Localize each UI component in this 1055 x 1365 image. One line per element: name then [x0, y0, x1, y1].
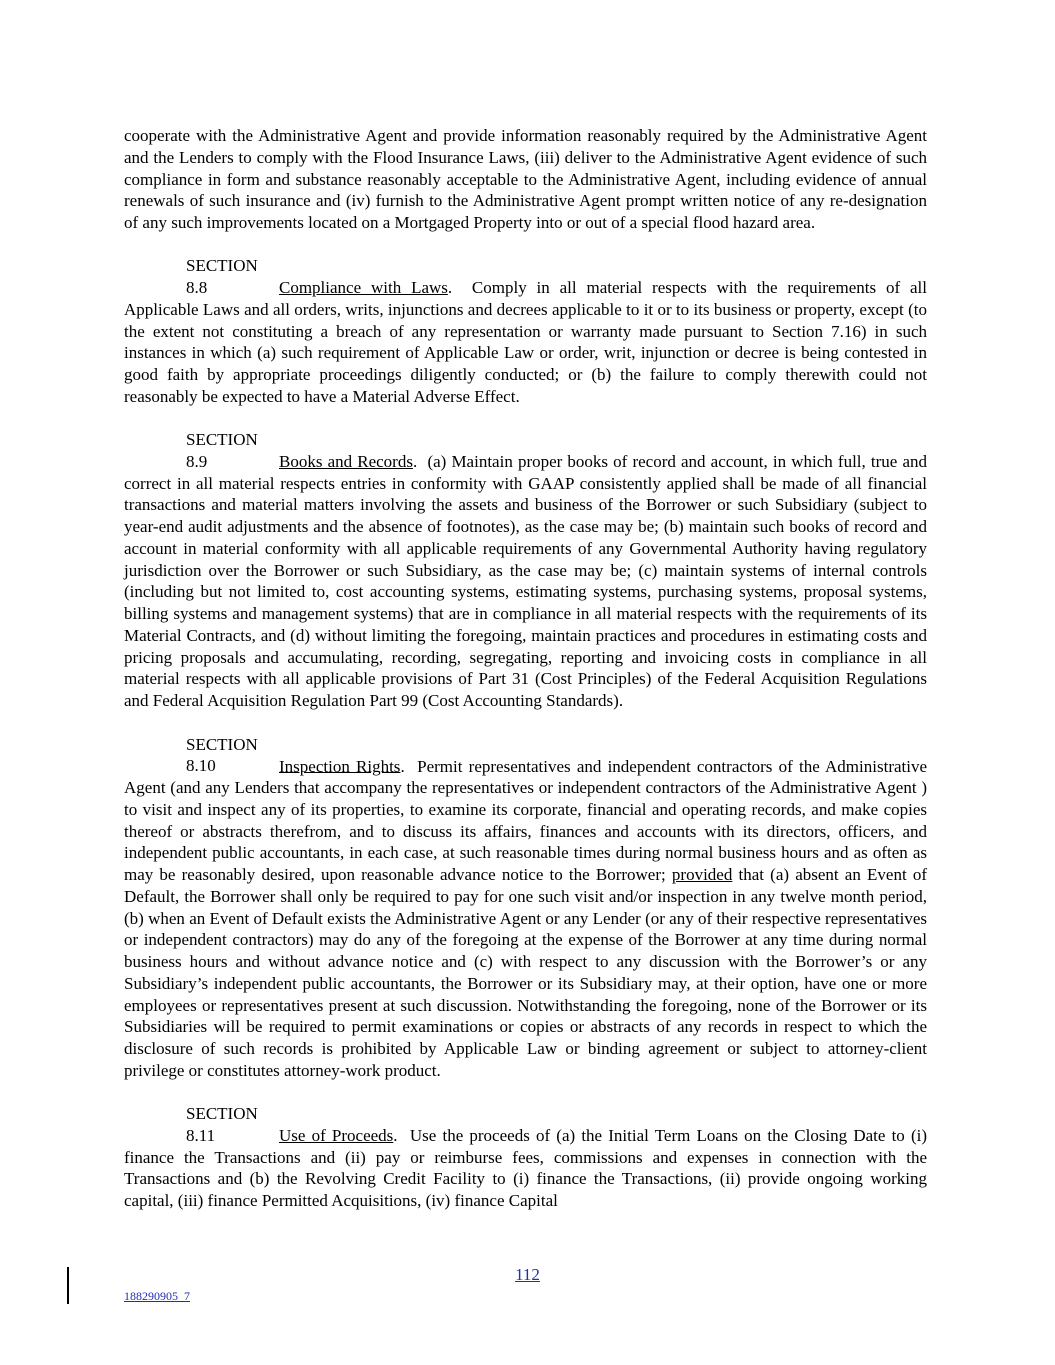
section-title: Use of Proceeds [279, 1125, 394, 1145]
section-number: SECTION 8.9 [186, 430, 258, 471]
section-title: Books and Records [279, 451, 413, 471]
section-text: Comply in all material respects with the requirements of all Applicable Laws and all orders, writs, injunctions and decrees applicable to it or to its business or property, except (to the extent not constituting a breach of any representation or warranty made pursuant to Section 7.16) in such instances in which (a) such requirement of Applicable Law or order, writ, injunction or decree is being contested in good faith by appropriate proceedings diligently conducted; or (b) the failure to comply therewith could not reasonably be expected to have a Material Adverse Effect. [124, 278, 927, 406]
page-number-text: 112 [515, 1265, 540, 1284]
section-8-9: SECTION 8.9 Books and Records. (a) Maintain proper books of record and account, in which full, true and correct in all material respects entries in conformity with GAAP consistently applied shall be made of all financial transactions and material matters involving the assets and business of the Borrower or such Subsidiary (subject to year-end audit adjustments and the absence of footnotes), as the case may be; (b) maintain such books of record and account in material conformity with all applicable requirements of any Governmental Authority having regulatory jurisdiction over the Borrower or such Subsidiary, as the case may be; (c) maintain systems of internal controls (including but not limited to, cost accounting systems, estimating systems, purchasing systems, proposal systems, billing systems and management systems) that are in compliance in all material respects with the requirements of its Material Contracts, and (d) without limiting the foregoing, maintain practices and procedures in estimating costs and pricing proposals and accumulating, recording, segregating, reporting and invoicing costs in compliance in all material respects with all applicable provisions of Part 31 (Cost Principles) of the Federal Acquisition Regulations and Federal Acquisition Regulation Part 99 (Cost Accounting Standards). [124, 430, 927, 711]
section-8-11: SECTION 8.11 Use of Proceeds. Use the proceeds of (a) the Initial Term Loans on the Closing Date to (i) finance the Transactions and (ii) pay or reimburse fees, commissions and expenses in connection with the Transactions and (b) the Revolving Credit Facility to (i) finance the Transactions, (ii) provide ongoing working capital, (iii) finance Permitted Acquisitions, (iv) finance Capital [124, 1104, 928, 1211]
section-text: Use the proceeds of (a) the Initial Term Loans on the Closing Date to (i) finance the Transactions and (ii) pay or reimburse fees, commissions and expenses in connection with the Transactions and (b) the Revolving Credit Facility to (i) finance the Transactions, (ii) provide ongoing working capital, (iii) finance Permitted Acquisitions, (iv) finance Capital [124, 1125, 928, 1211]
section-text-after: that (a) absent an Event of Default, the Borrower shall only be required to pay for one such visit and/or inspection in any twelve month period, (b) when an Event of Default exists the Administrative Agent or any Lender (or any of their respective representatives or independent contractors) may do any of the foregoing at the expense of the Borrower at any time during normal business hours and without advance notice and (c) with respect to any discussion with the Borrower’s or any Subsidiary’s independent public accountants, the Borrower or its Subsidiary may, at their option, have one or more employees or representatives present at such discussion. Notwithstanding the foregoing, none of the Borrower or its Subsidiaries will be required to permit examinations or copies or abstracts of any records in respect to which the disclosure of such records is prohibited by Applicable Law or binding agreement or subject to attorney-client privilege or constitutes attorney-work product. [124, 865, 927, 1080]
document-page [124, 125, 927, 1233]
section-number: SECTION 8.8 [186, 256, 258, 298]
section-8-8: SECTION 8.8 Compliance with Laws. Comply in all material respects with the requirements of all Applicable Laws and all orders, writs, injunctions and decrees applicable to it or to its business or property, except (to the extent not constituting a breach of any representation or warranty made pursuant to Section 7.16) in such instances in which (a) such requirement of Applicable Law or order, writ, injunction or decree is being contested in good faith by appropriate proceedings diligently conducted; or (b) the failure to comply therewith could not reasonably be expected to have a Material Adverse Effect. [124, 256, 927, 406]
section-8-10: SECTION 8.10 Inspection Rights. Permit representatives and independent contractors of the Administrative Agent (and any Lenders that accompany the representatives or independent contractors of the Administrative Agent ) to visit and inspect any of its properties, to examine its corporate, financial and operating records, and make copies thereof or abstracts therefrom, and to discuss its affairs, finances and accounts with its directors, officers, and independent public accountants, in each case, at such reasonable times during normal business hours and as often as may be reasonably desired, upon reasonable advance notice to the Borrower; provided that (a) absent an Event of Default, the Borrower shall only be required to pay for one such visit and/or inspection in any twelve month period, (b) when an Event of Default exists the Administrative Agent or any Lender (or any of their respective representatives or independent contractors) may do any of the foregoing at the expense of the Borrower at any time during normal business hours and without advance notice and (c) with respect to any discussion with the Borrower’s or any Subsidiary’s independent public accountants, the Borrower or its Subsidiary may, at their option, have one or more employees or representatives present at such discussion. Notwithstanding the foregoing, none of the Borrower or its Subsidiaries will be required to permit examinations or copies or abstracts of any records in respect to which the disclosure of such records is prohibited by Applicable Law or binding agreement or subject to attorney-client privilege or constitutes attorney-work product. [124, 734, 928, 1080]
section-number: SECTION 8.10 [186, 734, 258, 776]
section-title: Compliance with Laws [279, 278, 448, 298]
document-id: 188290905_7 [124, 1289, 190, 1303]
section-text-before: Permit representatives and independent contractors of the Administrative Agent (and any Lenders that accompany the representatives or independent contractors of the Administrative Agent ) to visit and inspect any of its properties, to examine its corporate, financial and operating records, and make copies thereof or abstracts therefrom, and to discuss its affairs, finances and accounts with its directors, officers, and independent public accountants, in each case, at such reasonable times during normal business hours and as often as may be reasonably desired, upon reasonable advance notice to the Borrower; [124, 756, 928, 885]
provided-term: provided [671, 865, 733, 885]
section-text: (a) Maintain proper books of record and account, in which full, true and correct in all material respects entries in conformity with GAAP consistently applied shall be made of all financial transactions and material matters involving the assets and business of the Borrower or such Subsidiary (subject to year-end audit adjustments and the absence of footnotes), as the case may be; (b) maintain such books of record and account in material conformity with all applicable requirements of any Governmental Authority having regulatory jurisdiction over the Borrower or such Subsidiary, as the case may be; (c) maintain systems of internal controls (including but not limited to, cost accounting systems, estimating systems, purchasing systems, proposal systems, billing systems and management systems) that are in compliance in all material respects with the requirements of its Material Contracts, and (d) without limiting the foregoing, maintain practices and procedures in estimating costs and pricing proposals and accumulating, recording, segregating, reporting and invoicing costs in compliance in all material respects with all applicable provisions of Part 31 (Cost Principles) of the Federal Acquisition Regulations and Federal Acquisition Regulation Part 99 (Cost Accounting Standards). [124, 451, 927, 711]
page-number [0, 1265, 1055, 1285]
intro-paragraph: cooperate with the Administrative Agent and provide information reasonably required by the Administrative Agent and the Lenders to comply with the Flood Insurance Laws, (iii) deliver to the Administrative Agent evidence of such compliance in form and substance reasonably acceptable to the Administrative Agent, including evidence of annual renewals of such insurance and (iv) furnish to the Administrative Agent prompt written notice of any re-designation of any such improvements located on a Mortgaged Property into or out of a special flood hazard area. [124, 126, 927, 232]
section-number: SECTION 8.11 [186, 1104, 258, 1145]
section-title: Inspection Rights [279, 756, 401, 776]
